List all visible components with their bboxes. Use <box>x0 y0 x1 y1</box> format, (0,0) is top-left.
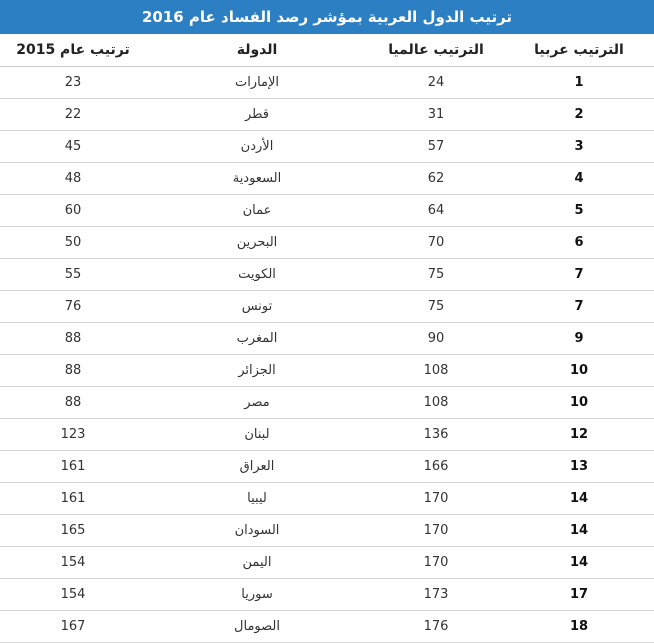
cell-global-rank: 90 <box>368 323 504 355</box>
cell-arab-rank: 6 <box>504 227 654 259</box>
cell-arab-rank: 3 <box>504 131 654 163</box>
cell-rank-2015: 45 <box>0 131 146 163</box>
cell-country: الكويت <box>146 259 368 291</box>
ranking-table <box>0 34 654 643</box>
cell-global-rank: 176 <box>368 611 504 643</box>
table-row <box>0 515 654 547</box>
cell-arab-rank: 18 <box>504 611 654 643</box>
cell-rank-2015: 76 <box>0 291 146 323</box>
cell-rank-2015: 88 <box>0 387 146 419</box>
cell-global-rank: 170 <box>368 483 504 515</box>
cell-arab-rank: 10 <box>504 387 654 419</box>
table-row <box>0 611 654 643</box>
cell-rank-2015: 154 <box>0 547 146 579</box>
cell-arab-rank: 14 <box>504 547 654 579</box>
cell-arab-rank: 5 <box>504 195 654 227</box>
cell-rank-2015: 167 <box>0 611 146 643</box>
cell-arab-rank: 13 <box>504 451 654 483</box>
table-row <box>0 323 654 355</box>
header-row <box>0 34 654 67</box>
table-row <box>0 291 654 323</box>
cell-arab-rank: 9 <box>504 323 654 355</box>
cell-rank-2015: 161 <box>0 483 146 515</box>
header-country: الدولة <box>146 34 368 67</box>
table-row <box>0 483 654 515</box>
table-row <box>0 387 654 419</box>
cell-country: الصومال <box>146 611 368 643</box>
table-title: ترتيب الدول العربية بمؤشر رصد الفساد عام 2016 <box>0 0 654 34</box>
cell-global-rank: 64 <box>368 195 504 227</box>
table-row <box>0 419 654 451</box>
cell-global-rank: 24 <box>368 67 504 99</box>
cell-country: المغرب <box>146 323 368 355</box>
cell-rank-2015: 88 <box>0 323 146 355</box>
cell-arab-rank: 12 <box>504 419 654 451</box>
cell-global-rank: 62 <box>368 163 504 195</box>
cell-rank-2015: 48 <box>0 163 146 195</box>
cell-country: الأردن <box>146 131 368 163</box>
cell-global-rank: 57 <box>368 131 504 163</box>
cell-arab-rank: 2 <box>504 99 654 131</box>
table-row <box>0 67 654 99</box>
cell-country: سوريا <box>146 579 368 611</box>
cell-country: السعودية <box>146 163 368 195</box>
cell-arab-rank: 10 <box>504 355 654 387</box>
cell-country: السودان <box>146 515 368 547</box>
table-row <box>0 131 654 163</box>
table-body <box>0 67 654 643</box>
cell-global-rank: 170 <box>368 515 504 547</box>
cell-global-rank: 108 <box>368 355 504 387</box>
cell-country: مصر <box>146 387 368 419</box>
cell-rank-2015: 154 <box>0 579 146 611</box>
header-global-rank: الترتيب عالميا <box>368 34 504 67</box>
cell-country: البحرين <box>146 227 368 259</box>
cell-country: الجزائر <box>146 355 368 387</box>
cell-country: عمان <box>146 195 368 227</box>
cell-arab-rank: 4 <box>504 163 654 195</box>
cell-rank-2015: 23 <box>0 67 146 99</box>
cell-country: قطر <box>146 99 368 131</box>
cell-country: ليبيا <box>146 483 368 515</box>
cell-global-rank: 75 <box>368 259 504 291</box>
cell-country: اليمن <box>146 547 368 579</box>
cell-arab-rank: 7 <box>504 259 654 291</box>
cell-arab-rank: 14 <box>504 483 654 515</box>
cell-arab-rank: 17 <box>504 579 654 611</box>
table-row <box>0 579 654 611</box>
cell-global-rank: 166 <box>368 451 504 483</box>
cell-rank-2015: 60 <box>0 195 146 227</box>
cell-global-rank: 108 <box>368 387 504 419</box>
table-row <box>0 163 654 195</box>
table-row <box>0 355 654 387</box>
cell-country: لبنان <box>146 419 368 451</box>
table-row <box>0 547 654 579</box>
cell-global-rank: 136 <box>368 419 504 451</box>
cell-rank-2015: 88 <box>0 355 146 387</box>
cell-rank-2015: 22 <box>0 99 146 131</box>
cell-country: العراق <box>146 451 368 483</box>
cell-global-rank: 173 <box>368 579 504 611</box>
cell-arab-rank: 14 <box>504 515 654 547</box>
cell-rank-2015: 50 <box>0 227 146 259</box>
table-row <box>0 451 654 483</box>
cell-rank-2015: 161 <box>0 451 146 483</box>
cell-country: الإمارات <box>146 67 368 99</box>
header-arab-rank: الترتيب عربيا <box>504 34 654 67</box>
cell-global-rank: 70 <box>368 227 504 259</box>
cell-global-rank: 170 <box>368 547 504 579</box>
cell-arab-rank: 1 <box>504 67 654 99</box>
table-row <box>0 227 654 259</box>
cell-global-rank: 75 <box>368 291 504 323</box>
cell-global-rank: 31 <box>368 99 504 131</box>
header-rank-2015: ترتيب عام 2015 <box>0 34 146 67</box>
cell-rank-2015: 165 <box>0 515 146 547</box>
cell-country: تونس <box>146 291 368 323</box>
cell-rank-2015: 123 <box>0 419 146 451</box>
table-row <box>0 195 654 227</box>
cell-rank-2015: 55 <box>0 259 146 291</box>
table-row <box>0 99 654 131</box>
cell-arab-rank: 7 <box>504 291 654 323</box>
table-row <box>0 259 654 291</box>
